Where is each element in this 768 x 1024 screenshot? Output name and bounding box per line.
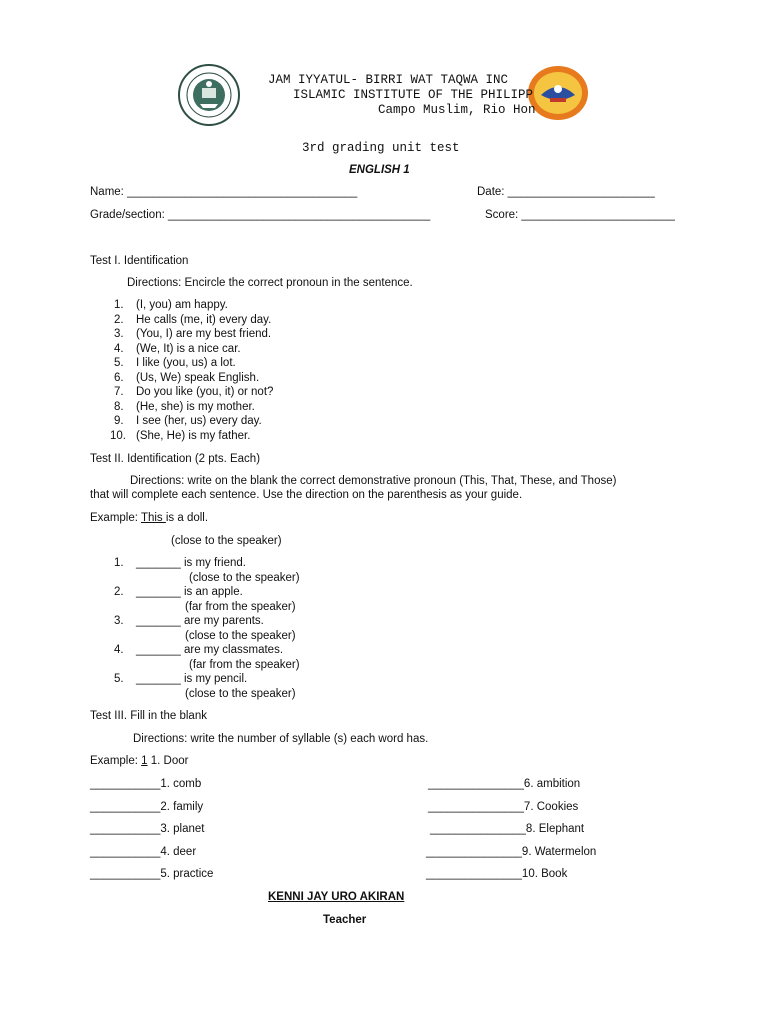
test2-item-text: _______ is my pencil. — [136, 673, 248, 685]
example-label: Example: — [90, 755, 142, 767]
test2-item-hint: (close to the speaker) — [185, 687, 296, 700]
score-field[interactable]: Score: ________________________ — [485, 209, 675, 221]
test2-example — [90, 512, 208, 524]
test1-item-number: 6. — [114, 371, 124, 384]
example-answer: 1 — [141, 755, 148, 767]
test1-item-number: 10. — [110, 429, 126, 442]
syllable-item: _______________10. Book — [426, 868, 568, 881]
test2-item-hint: (close to the speaker) — [189, 571, 300, 584]
syllable-item: _______________9. Watermelon — [426, 845, 597, 858]
test2-directions-line2: that will complete each sentence. Use the direction on the parenthesis as your guide. — [90, 489, 523, 501]
test1-item-text: Do you like (you, it) or not? — [136, 386, 274, 398]
school-seal-left — [178, 64, 240, 126]
test1-item-text: I like (you, us) a lot. — [136, 357, 236, 369]
test1-item-number: 1. — [114, 299, 124, 311]
test2-item-hint: (close to the speaker) — [185, 629, 296, 642]
teacher-name: KENNI JAY URO AKIRAN — [268, 891, 405, 903]
test1-item-text: (You, I) are my best friend. — [136, 328, 272, 340]
test1-item-number: 5. — [114, 357, 124, 369]
test2-item-number: 4. — [114, 644, 124, 656]
subject-title: ENGLISH 1 — [349, 164, 410, 176]
test2-item-number: 3. — [114, 615, 124, 627]
test1-item-number: 8. — [114, 400, 124, 413]
syllable-item: ___________2. family — [90, 800, 204, 813]
test2-item-hint: (far from the speaker) — [189, 658, 300, 671]
teacher-role: Teacher — [323, 914, 367, 926]
test1-title: Test I. Identification — [90, 255, 189, 267]
test1-item-text: He calls (me, it) every day. — [136, 313, 272, 326]
test1-item-number: 4. — [114, 342, 124, 355]
test1-item-text: (Us, We) speak English. — [136, 371, 260, 384]
test2-item-number: 5. — [114, 673, 124, 685]
test1-item-text: (He, she) is my mother. — [136, 400, 255, 413]
syllable-item: ___________5. practice — [90, 868, 214, 881]
example-word: This — [140, 512, 166, 524]
test2-item-number: 2. — [114, 586, 124, 598]
test3-directions: Directions: write the number of syllable (s) each word has. — [133, 733, 429, 745]
name-field[interactable]: Name: ____________________________________ — [90, 186, 358, 198]
test1-item-number: 2. — [114, 313, 124, 326]
test1-item-text: (She, He) is my father. — [136, 429, 251, 442]
test2-directions-line1: Directions: write on the blank the correct demonstrative pronoun (This, That, These, and Those) — [130, 475, 617, 487]
syllable-item: _______________7. Cookies — [428, 800, 579, 813]
institution-name: JAM IYYATUL- BIRRI WAT TAQWA INC — [268, 73, 509, 87]
test1-item-text: (I, you) am happy. — [136, 299, 228, 311]
test2-title: Test II. Identification (2 pts. Each) — [90, 453, 261, 465]
syllable-item: ___________4. deer — [90, 845, 197, 858]
test2-item-text: _______ are my parents. — [136, 615, 264, 627]
syllable-item: _______________6. ambition — [428, 778, 581, 790]
test3-title: Test III. Fill in the blank — [90, 710, 207, 722]
test2-item-text: _______ are my classmates. — [136, 644, 284, 656]
example-label: Example: — [90, 512, 141, 524]
test1-item-number: 7. — [114, 386, 124, 398]
syllable-item: ___________3. planet — [90, 823, 205, 836]
syllable-item: _______________8. Elephant — [430, 823, 585, 836]
test1-item-number: 3. — [114, 328, 124, 340]
test1-item-text: (We, It) is a nice car. — [136, 342, 241, 355]
example-rest: is a doll. — [165, 512, 209, 524]
date-field[interactable]: Date: _______________________ — [477, 186, 655, 198]
test2-item-hint: (far from the speaker) — [185, 600, 296, 613]
example-rest: 1. Door — [147, 755, 189, 767]
test2-example-hint: (close to the speaker) — [171, 535, 282, 547]
grade-section-field[interactable]: Grade/section: _________________________________________ — [90, 209, 431, 221]
institution-address: Campo Muslim, Rio Hon — [378, 103, 536, 117]
school-seal-right — [527, 65, 589, 121]
test-title: 3rd grading unit test — [302, 141, 460, 155]
test1-directions: Directions: Encircle the correct pronoun in the sentence. — [127, 277, 413, 289]
institution-subtitle: ISLAMIC INSTITUTE OF THE PHILIPP — [293, 88, 534, 102]
test2-item-text: _______ is an apple. — [136, 586, 243, 598]
test1-item-number: 9. — [114, 415, 124, 427]
test2-item-number: 1. — [114, 557, 124, 569]
syllable-item: ___________1. comb — [90, 778, 202, 790]
test3-example — [90, 755, 188, 767]
test1-item-text: I see (her, us) every day. — [136, 415, 262, 427]
test2-item-text: _______ is my friend. — [136, 557, 246, 569]
